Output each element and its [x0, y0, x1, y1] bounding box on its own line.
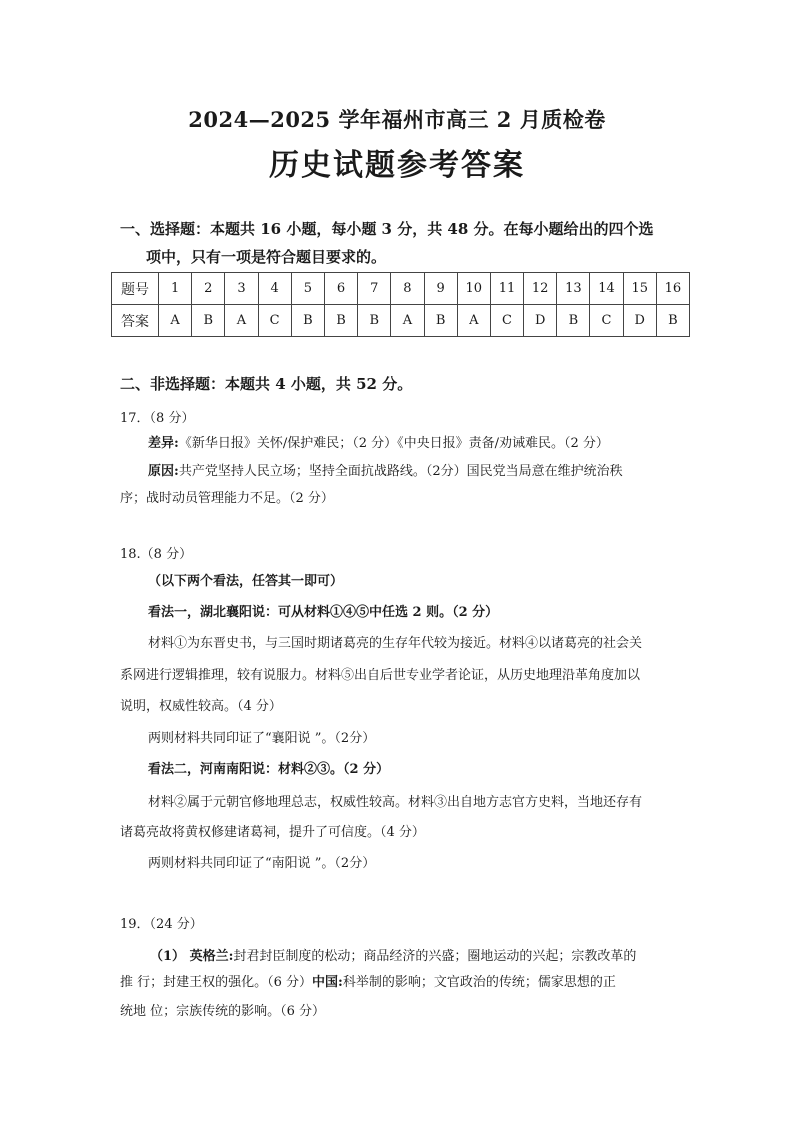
question-number-row: [112, 273, 690, 305]
answer-cell: B: [192, 305, 225, 337]
q17-reason-text-2: 序；战时动员管理能力不足。（2 分）: [120, 491, 334, 506]
answer-cell: B: [291, 305, 324, 337]
q19-part1-line2: [120, 971, 616, 990]
answer-cell: D: [623, 305, 656, 337]
section2-heading: 二、非选择题：本题共 4 小题，共 52 分。: [120, 375, 413, 393]
question-number: 5: [291, 273, 324, 305]
q17-reason-label: 原因:: [148, 464, 179, 479]
question-number: 6: [324, 273, 357, 305]
question-number: 16: [656, 273, 689, 305]
answer-cell: B: [424, 305, 457, 337]
answer-cell: C: [490, 305, 523, 337]
question-number: 12: [524, 273, 557, 305]
q17-diff-label: 差异:: [148, 436, 179, 451]
q19-part1-text-2b: 科举制的影响；文官政治的传统；儒家思想的正: [342, 975, 616, 990]
answer-row: [112, 305, 690, 337]
q19-china-label: 中国:: [312, 975, 343, 990]
question-number: 7: [358, 273, 391, 305]
question-number: 11: [490, 273, 523, 305]
section1-heading-line2: 项中，只有一项是符合题目要求的。: [146, 248, 387, 266]
q19-england-label: （1） 英格兰:: [150, 949, 234, 964]
q17-diff: [148, 432, 609, 451]
question-number: 14: [590, 273, 623, 305]
document-title: 2024—2025 学年福州市高三 2 月质检卷: [188, 107, 606, 132]
answer-cell: B: [324, 305, 357, 337]
q17-diff-text: 《新华日报》关怀/保护难民；（2 分）《中央日报》责备/劝诫难民。（2 分）: [178, 436, 609, 451]
q18-view2-conclusion: 两则材料共同印证了“南阳说 ”。（2分）: [148, 856, 376, 871]
row-label-number: 题号: [112, 273, 159, 305]
answer-cell: A: [159, 305, 192, 337]
q17-reason-text-1: 共产党坚持人民立场；坚持全面抗战路线。（2分）国民党当局意在维护统治秩: [178, 464, 623, 479]
answer-cell: A: [457, 305, 490, 337]
q19-part1-text-3: 统地 位；宗族传统的影响。（6 分）: [120, 1004, 326, 1019]
q18-number: 18.（8 分）: [120, 547, 193, 562]
question-number: 15: [623, 273, 656, 305]
answer-cell: B: [358, 305, 391, 337]
q18-view2-text-2: 诸葛亮故将黄权修建诸葛祠，提升了可信度。（4 分）: [120, 825, 425, 840]
q18-view1-heading: 看法一，湖北襄阳说：可从材料①④⑤中任选 2 则。（2 分）: [148, 605, 499, 620]
answer-cell: C: [258, 305, 291, 337]
question-number: 2: [192, 273, 225, 305]
question-number: 1: [159, 273, 192, 305]
question-number: 9: [424, 273, 457, 305]
answer-table: [111, 272, 690, 337]
q17-reason: [148, 460, 623, 479]
q18-view2-text-1: 材料②属于元朝官修地理总志，权威性较高。材料③出自地方志官方史料，当地还存有: [148, 795, 643, 810]
q19-part1-text-2a: 推 行；封建王权的强化。（6 分）: [120, 975, 313, 990]
row-label-answer: 答案: [112, 305, 159, 337]
answer-cell: B: [557, 305, 590, 337]
answer-cell: A: [225, 305, 258, 337]
q18-view1-conclusion: 两则材料共同印证了“襄阳说 ”。（2分）: [148, 731, 376, 746]
answer-cell: B: [656, 305, 689, 337]
question-number: 13: [557, 273, 590, 305]
q19-part1-line1: [150, 945, 636, 964]
q18-note: （以下两个看法，任答其一即可）: [148, 574, 344, 589]
q19-number: 19．（24 分）: [120, 917, 203, 932]
question-number: 8: [391, 273, 424, 305]
q17-number: 17．（8 分）: [120, 411, 195, 426]
answer-cell: C: [590, 305, 623, 337]
question-number: 3: [225, 273, 258, 305]
section1-heading-line1: 一、选择题：本题共 16 小题，每小题 3 分，共 48 分。在每小题给出的四个选: [120, 220, 654, 238]
answer-cell: A: [391, 305, 424, 337]
q19-part1-text-1: 封君封臣制度的松动；商品经济的兴盛；圈地运动的兴起；宗教改革的: [233, 949, 637, 964]
q18-view1-text-1: 材料①为东晋史书，与三国时期诸葛亮的生存年代较为接近。材料④以诸葛亮的社会关: [148, 636, 643, 651]
question-number: 10: [457, 273, 490, 305]
answer-cell: D: [524, 305, 557, 337]
question-number: 4: [258, 273, 291, 305]
q18-view1-text-2: 系网进行逻辑推理，较有说服力。材料⑤出自后世专业学者论证，从历史地理沿革角度加以: [120, 668, 641, 683]
document-subtitle: 历史试题参考答案: [269, 148, 525, 183]
q18-view1-text-3: 说明，权威性较高。（4 分）: [120, 699, 282, 714]
q18-view2-heading: 看法二，河南南阳说：材料②③。（2 分）: [148, 762, 390, 777]
